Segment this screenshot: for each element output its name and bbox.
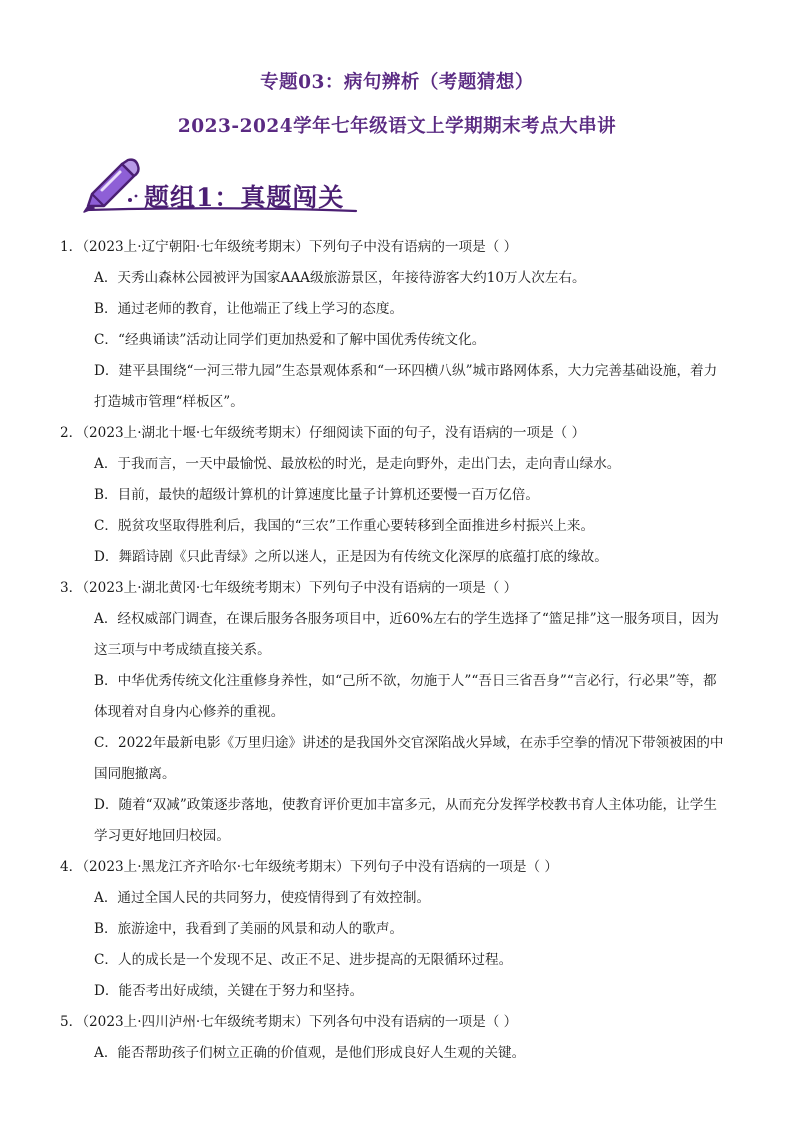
question-item — [60, 418, 730, 573]
question-item — [60, 573, 730, 852]
page-subtitle: 2023-2024学年七年级语文上学期期末考点大串讲 — [177, 116, 617, 137]
option-c: C．“经典诵读”活动让同学们更加热爱和了解中国优秀传统文化。 — [94, 332, 486, 348]
question-stem: 5．（2023上·四川泸州·七年级统考期末）下列各句中没有语病的一项是（ ） — [60, 1014, 518, 1030]
page-title: 专题03：病句辨析（考题猜想） — [260, 72, 534, 93]
option-d: D．能否考出好成绩，关键在于努力和坚持。 — [94, 983, 364, 999]
option-a: A．天秀山森林公园被评为国家AAA级旅游景区，年接待游客大约10万人次左右。 — [94, 270, 586, 286]
question-stem: 1．（2023上·辽宁朝阳·七年级统考期末）下列句子中没有语病的一项是（ ） — [60, 239, 518, 255]
question-stem: 2．（2023上·湖北十堰·七年级统考期末）仔细阅读下面的句子，没有语病的一项是（ ） — [60, 425, 586, 441]
option-d: D．建平县围绕“一河三带九园”生态景观体系和“一环四横八纵”城市路网体系，大力完善基础设施，着力打造城市管理“样板区”。 — [94, 363, 718, 410]
option-d: D．随着“双减”政策逐步落地，使教育评价更加丰富多元，从而充分发挥学校教书育人主体功能，让学生学习更好地回归校园。 — [94, 797, 717, 844]
option-b: B．旅游途中，我看到了美丽的风景和动人的歌声。 — [94, 921, 404, 937]
section-heading: 题组1：真题闯关 — [144, 183, 345, 212]
option-a: A．能否帮助孩子们树立正确的价值观，是他们形成良好人生观的关键。 — [94, 1045, 526, 1061]
option-c: C．人的成长是一个发现不足、改正不足、进步提高的无限循环过程。 — [94, 952, 513, 968]
option-a: A．经权威部门调查，在课后服务各服务项目中，近60%左右的学生选择了“篮足排”这一服务项目，因为这三项与中考成绩直接关系。 — [94, 611, 719, 658]
option-b: B．目前，最快的超级计算机的计算速度比量子计算机还要慢一百万亿倍。 — [94, 487, 539, 503]
option-b: B．通过老师的教育，让他端正了线上学习的态度。 — [94, 301, 404, 317]
question-stem: 3．（2023上·湖北黄冈·七年级统考期末）下列句子中没有语病的一项是（ ） — [60, 580, 518, 596]
option-c: C．2022年最新电影《万里归途》讲述的是我国外交官深陷战火异域，在赤手空拳的情况下带领被困的中国同胞撤离。 — [94, 735, 724, 782]
question-list — [60, 232, 730, 1069]
question-item — [60, 232, 730, 418]
section-banner — [78, 156, 378, 220]
option-a: A．于我而言，一天中最愉悦、最放松的时光，是走向野外，走出门去，走向青山绿水。 — [94, 456, 621, 472]
question-item — [60, 1007, 730, 1069]
option-c: C．脱贫攻坚取得胜利后，我国的“三农”工作重心要转移到全面推进乡村振兴上来。 — [94, 518, 595, 534]
question-stem: 4．（2023上·黑龙江齐齐哈尔·七年级统考期末）下列句子中没有语病的一项是（ ） — [60, 859, 558, 875]
option-d: D．舞蹈诗剧《只此青绿》之所以迷人，正是因为有传统文化深厚的底蕴打底的缘故。 — [94, 549, 608, 565]
option-b: B．中华优秀传统文化注重修身养性，如“己所不欲，勿施于人”“吾日三省吾身”“言必行，行必果”等，都体现着对自身内心修养的重视。 — [94, 673, 717, 720]
option-a: A．通过全国人民的共同努力，使疫情得到了有效控制。 — [94, 890, 431, 906]
question-item — [60, 852, 730, 1007]
